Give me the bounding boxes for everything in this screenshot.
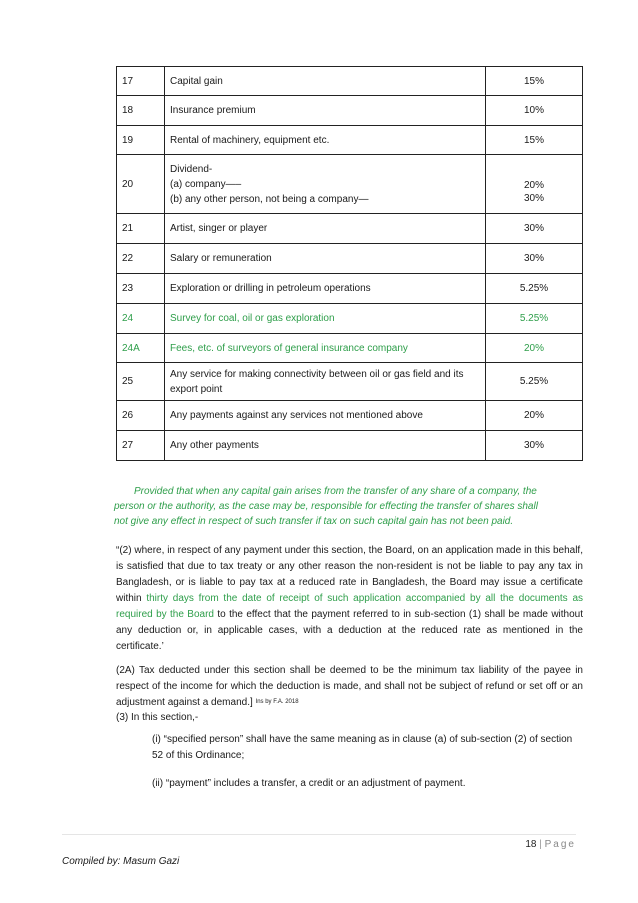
row-serial: 24 (117, 304, 165, 334)
table-row (117, 401, 583, 431)
row-description (165, 155, 486, 214)
rate-value: 30% (523, 223, 544, 234)
description-line: Any other payments (170, 440, 259, 451)
row-rate (486, 401, 583, 431)
description-line: Rental of machinery, equipment etc. (170, 134, 330, 146)
amendment-reference: Ins by F.A. 2018 (255, 699, 299, 705)
description-line: Dividend- (170, 163, 213, 175)
row-rate (486, 304, 583, 334)
rate-value: 5.25% (519, 283, 549, 294)
description-line: Any service for making connectivity between oil or gas field and its (170, 368, 464, 380)
rate-value: 30% (523, 193, 544, 204)
row-rate (486, 67, 583, 96)
row-description (165, 334, 486, 363)
row-serial: 21 (117, 214, 165, 244)
row-description (165, 304, 486, 334)
proviso-line: person or the authority, as the case may be, responsible for effecting the transfer of shares shall (114, 501, 538, 512)
rate-value: 5.25% (519, 313, 549, 324)
description-line: (a) company—– (170, 178, 242, 190)
description-line: Exploration or drilling in petroleum operations (170, 283, 371, 294)
proviso-paragraph (114, 484, 583, 529)
rate-value: 20% (523, 410, 544, 421)
description-line: export point (170, 383, 223, 395)
row-rate (486, 96, 583, 126)
subsection-2-highlight: thirty days from the date of receipt of such application accompanied by all the documents as required by the Board (116, 593, 583, 620)
definition-item: (ii) “payment” includes a transfer, a credit or an adjustment of payment. (152, 778, 466, 789)
description-line: Fees, etc. of surveyors of general insurance company (170, 342, 408, 354)
row-serial: 23 (117, 274, 165, 304)
table-row (117, 155, 583, 214)
rates-table (116, 66, 583, 461)
table-row (117, 67, 583, 96)
table-row (117, 96, 583, 126)
row-description (165, 274, 486, 304)
rate-value: 5.25% (519, 376, 549, 387)
rate-value: 30% (523, 440, 544, 451)
row-serial: 19 (117, 126, 165, 155)
description-line: Any payments against any services not mentioned above (170, 410, 423, 421)
table-row (117, 363, 583, 401)
row-description (165, 96, 486, 126)
proviso-line: Provided that when any capital gain arises from the transfer of any share of a company, the (134, 486, 537, 497)
footer-divider (62, 834, 576, 835)
description-line: Survey for coal, oil or gas exploration (170, 313, 335, 324)
row-description (165, 214, 486, 244)
subsection-2a (116, 663, 583, 711)
rate-value: 10% (523, 105, 544, 116)
row-description (165, 363, 486, 401)
row-description (165, 67, 486, 96)
subsection-3-heading: (3) In this section,- (116, 712, 199, 723)
rate-value: 20% (523, 180, 544, 191)
description-line: Capital gain (170, 75, 223, 87)
table-row (117, 334, 583, 363)
row-rate (486, 431, 583, 461)
proviso-line: not give any effect in respect of such transfer if tax on such capital gain has not been paid. (114, 516, 514, 527)
table-row (117, 431, 583, 461)
description-line: (b) any other person, not being a company— (170, 193, 369, 205)
rate-value: 15% (523, 75, 544, 87)
description-line: Insurance premium (170, 105, 256, 116)
row-serial: 22 (117, 244, 165, 274)
row-rate (486, 155, 583, 214)
table-row (117, 304, 583, 334)
rate-value: 30% (523, 253, 544, 264)
page-number (525, 839, 576, 850)
subsection-2-text-end: to the effect that the payment referred to in sub-section (1) shall be made without any deduction or, in applicable cases, with a deduction at the reduced rate as mentioned in the certificate.’ (116, 609, 584, 652)
table-row (117, 214, 583, 244)
row-serial: 27 (117, 431, 165, 461)
row-description (165, 431, 486, 461)
row-serial: 24A (117, 334, 165, 363)
row-rate (486, 126, 583, 155)
row-rate (486, 214, 583, 244)
row-serial: 18 (117, 96, 165, 126)
row-description (165, 126, 486, 155)
row-rate (486, 334, 583, 363)
row-description (165, 401, 486, 431)
subsection-2a-text: (2A) Tax deducted under this section shall be deemed to be the minimum tax liability of the payee in respect of the income for which the deduction is made, and shall not be subject of refund or set off or an adjustment against a demand.] (116, 665, 583, 708)
row-serial: 20 (117, 155, 165, 214)
subsection-2-text: “(2) where, in respect of any payment under this section, the Board, on an application made in this behalf, is satisfied that due to tax treaty or any other reason the non-resident is not be liable to pay any tax in Bangladesh, or is liable to pay tax at a reduced rate in Bangladesh, the Board may issue a certificate within (116, 545, 583, 604)
definition-item: (i) “specified person” shall have the same meaning as in clause (a) of sub-section (2) of section 52 of this Ordinance; (152, 734, 573, 761)
description-line: Artist, singer or player (170, 223, 268, 234)
page-separator: | (539, 839, 542, 850)
row-description (165, 244, 486, 274)
subsection-2 (116, 543, 583, 655)
row-serial: 17 (117, 67, 165, 96)
page-label: Page (544, 839, 576, 850)
rate-value: 20% (523, 342, 544, 354)
rate-value: 15% (523, 134, 544, 146)
description-line: Salary or remuneration (170, 253, 272, 264)
row-serial: 26 (117, 401, 165, 431)
table-row (117, 274, 583, 304)
row-serial: 25 (117, 363, 165, 401)
page-number-value: 18 (525, 839, 537, 850)
row-rate (486, 244, 583, 274)
row-rate (486, 363, 583, 401)
table-row (117, 126, 583, 155)
row-rate (486, 274, 583, 304)
compiled-by: Compiled by: Masum Gazi (62, 856, 180, 867)
table-row (117, 244, 583, 274)
